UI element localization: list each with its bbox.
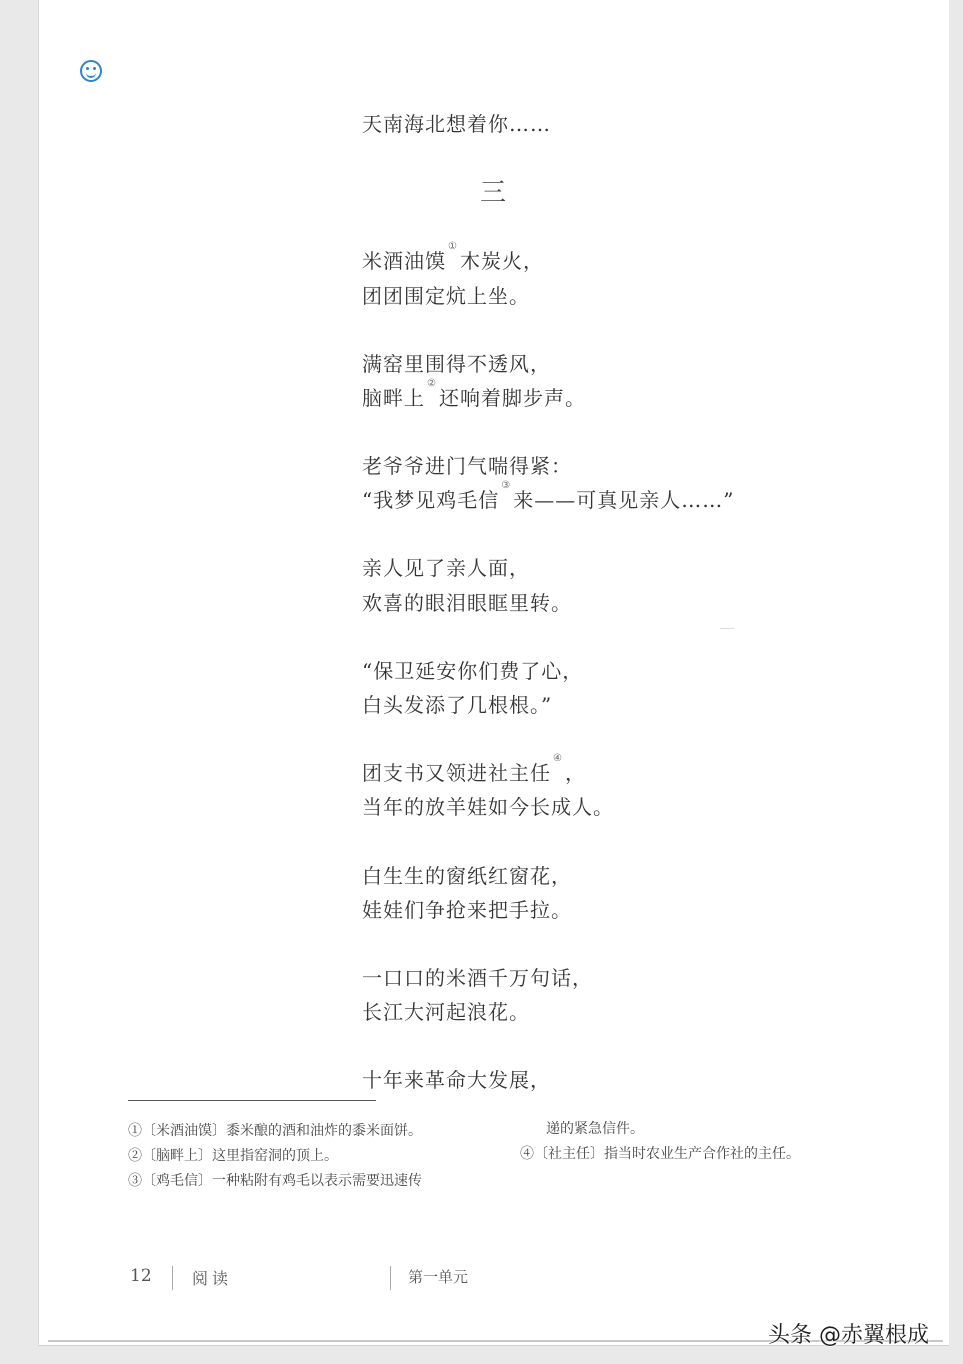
stanza-6-line-1: 团支书又领进社主任④， [362,753,586,785]
stanza-1-line-1: 米酒油馍①木炭火， [362,241,544,273]
stanza-9-line-1: 十年来革命大发展， [362,1068,551,1092]
footer-section: 阅读 [192,1269,233,1288]
footnote-2: ②〔脑畔上〕这里指窑洞的顶上。 [128,1148,338,1164]
stanza-3-line-1: 老爷爷进门气喘得紧： [362,454,572,478]
watermark: 头条 @赤翼根成 [768,1323,929,1348]
footer-divider [172,1266,173,1290]
footnote-marker-4: ④ [553,753,563,764]
footer-unit: 第一单元 [408,1268,469,1286]
poem-top-line: 天南海北想着你…… [362,112,551,136]
stanza-7-line-2: 娃娃们争抢来把手拉。 [362,898,572,922]
stanza-5-line-1: “保卫延安你们费了心， [362,659,584,683]
footnote-4: ④〔社主任〕指当时农业生产合作社的主任。 [520,1146,800,1162]
stanza-4-line-1: 亲人见了亲人面， [362,556,530,580]
stanza-1-line-2: 团团围定炕上坐。 [362,284,530,308]
stanza-7-line-1: 白生生的窗纸红窗花， [362,864,572,888]
stanza-4-line-2: 欢喜的眼泪眼眶里转。 [362,591,572,615]
stanza-2-line-1: 满窑里围得不透风， [362,352,551,376]
scan-mark [720,628,734,629]
footnote-marker-3: ③ [501,480,512,491]
footnote-3: ③〔鸡毛信〕一种粘附有鸡毛以表示需要迅速传 [128,1173,422,1189]
page-number: 12 [130,1266,152,1286]
footnote-rule [128,1100,376,1101]
stanza-8-line-1: 一口口的米酒千万句话， [362,966,593,990]
footnote-3-continued: 递的紧急信件。 [546,1121,644,1137]
section-number: 三 [480,178,507,208]
footnote-1: ①〔米酒油馍〕黍米酿的酒和油炸的黍米面饼。 [128,1123,422,1139]
stanza-2-line-2: 脑畔上②还响着脚步声。 [362,378,586,410]
footnote-marker-1: ① [448,241,458,252]
footnote-marker-2: ② [427,378,437,389]
stanza-8-line-2: 长江大河起浪花。 [362,1000,530,1024]
stanza-6-line-2: 当年的放羊娃如今长成人。 [362,795,614,819]
footer-divider [390,1266,391,1290]
smiley-icon [80,60,102,82]
stanza-5-line-2: 白头发添了几根根。” [362,693,553,717]
stanza-3-line-2: “我梦见鸡毛信③来——可真见亲人……” [362,480,735,512]
